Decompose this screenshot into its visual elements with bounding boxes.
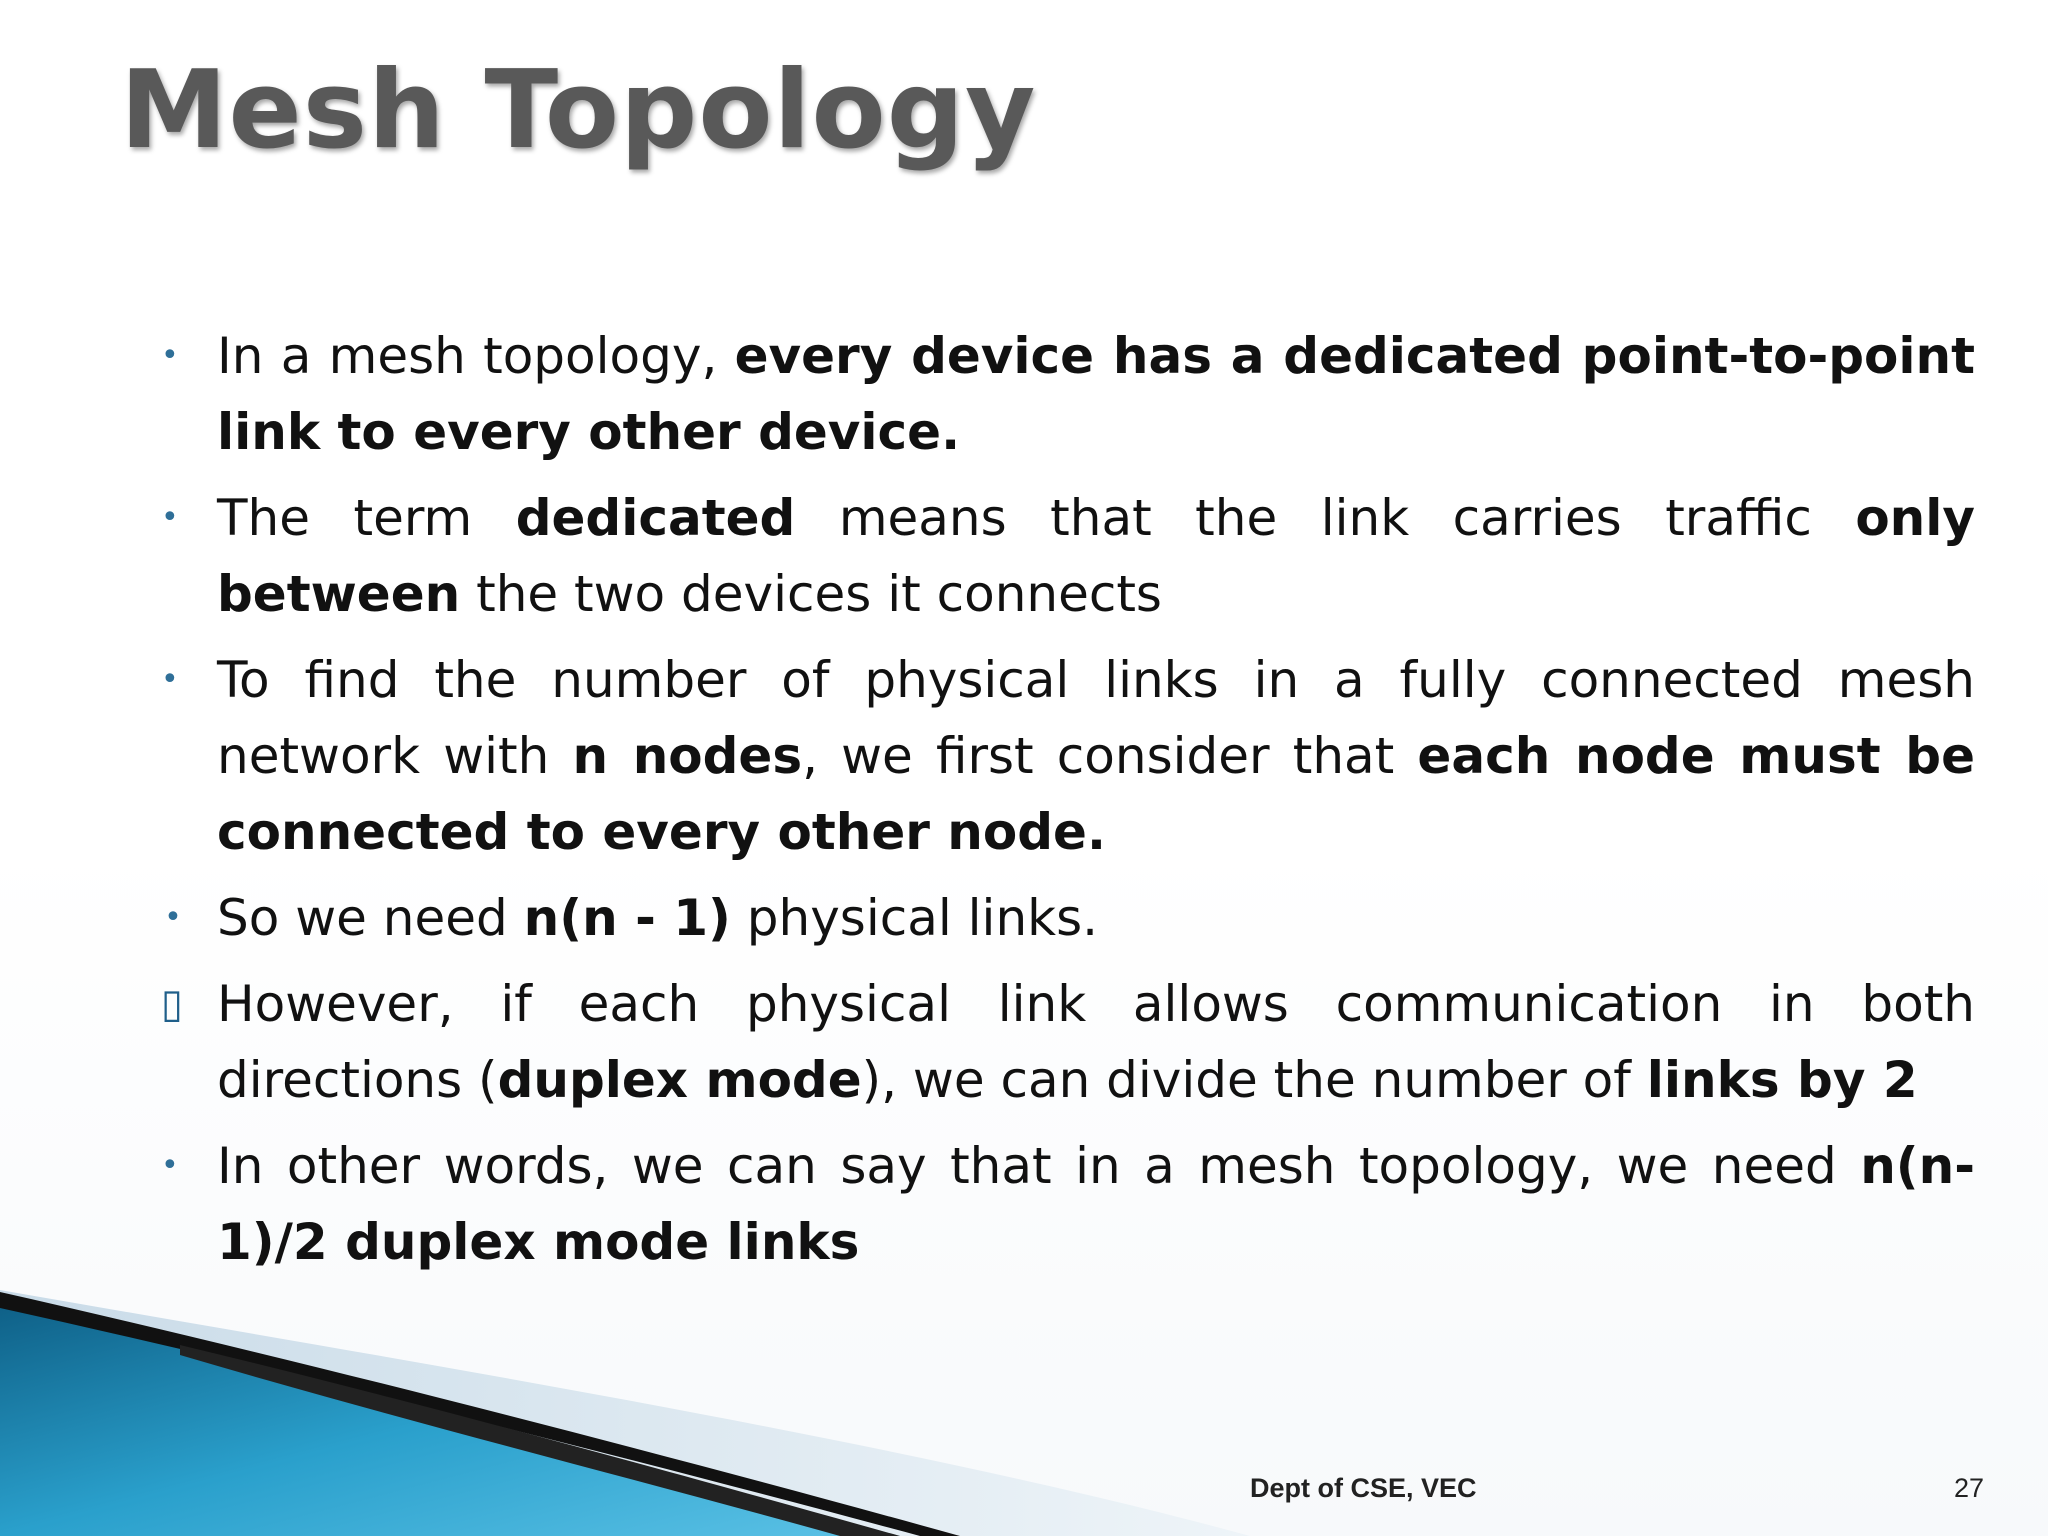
bullet-text	[217, 327, 1975, 461]
swoosh-light-band	[0, 1290, 1250, 1536]
bullet-marker: •	[161, 500, 179, 535]
bullet-item	[155, 480, 1975, 632]
text-segment-bold: n(n - 1)	[523, 889, 731, 947]
text-segment: To find the number of physical links in a fully connected mesh network with	[217, 651, 1975, 785]
bullet-marker: •	[161, 1148, 179, 1183]
page-number: 27	[1953, 1473, 1984, 1503]
text-segment: However, if each physical link allows communication in both directions (	[217, 975, 1975, 1109]
text-segment: the two devices it connects	[460, 565, 1162, 623]
bullet-marker: •	[164, 900, 182, 935]
bullet-text	[217, 1137, 1975, 1271]
text-segment-bold: links by 2	[1646, 1051, 1918, 1109]
footer-text: Dept of CSE, VEC	[1250, 1473, 1477, 1503]
bullet-item	[155, 880, 1975, 956]
text-segment: In other words, we can say that in a mesh topology, we need	[217, 1137, 1861, 1195]
bullet-item	[155, 318, 1975, 470]
text-segment-bold: n(n-1)/2 duplex mode links	[217, 1137, 1975, 1271]
text-segment-bold: n nodes	[572, 727, 803, 785]
text-segment-bold: dedicated	[515, 489, 796, 547]
text-segment: The term	[217, 489, 516, 547]
swoosh-blue-band	[0, 1300, 900, 1536]
bullet-text	[217, 975, 1975, 1109]
text-segment-bold: every device has a dedicated point-to-point link to every other device.	[217, 327, 1975, 461]
bullet-item	[155, 1128, 1975, 1280]
text-segment: , we first consider that	[802, 727, 1418, 785]
bullet-text	[217, 489, 1975, 623]
text-segment: In a mesh topology,	[217, 327, 735, 385]
bullet-marker: •	[161, 662, 179, 697]
swoosh-dark-line	[0, 1292, 960, 1536]
bullet-text	[217, 651, 1975, 861]
box-bullet-marker: ▯	[161, 981, 184, 1027]
swoosh-dark-wedge	[180, 1345, 900, 1536]
text-segment: ), we can divide the number of	[861, 1051, 1647, 1109]
text-segment: means that the link carries traffic	[795, 489, 1856, 547]
text-segment-bold: each node must be connected to every other node.	[217, 727, 1976, 861]
bullet-marker: •	[161, 338, 179, 373]
text-segment-bold: duplex mode	[497, 1051, 862, 1109]
bullet-list	[155, 318, 1975, 1290]
text-segment: physical links.	[730, 889, 1099, 947]
text-segment-bold: only between	[217, 489, 1975, 623]
bullet-item	[155, 966, 1975, 1118]
slide-title: Mesh Topology	[120, 48, 1037, 173]
bullet-item	[155, 642, 1975, 870]
text-segment: So we need	[217, 889, 524, 947]
bullet-text	[217, 889, 1098, 947]
